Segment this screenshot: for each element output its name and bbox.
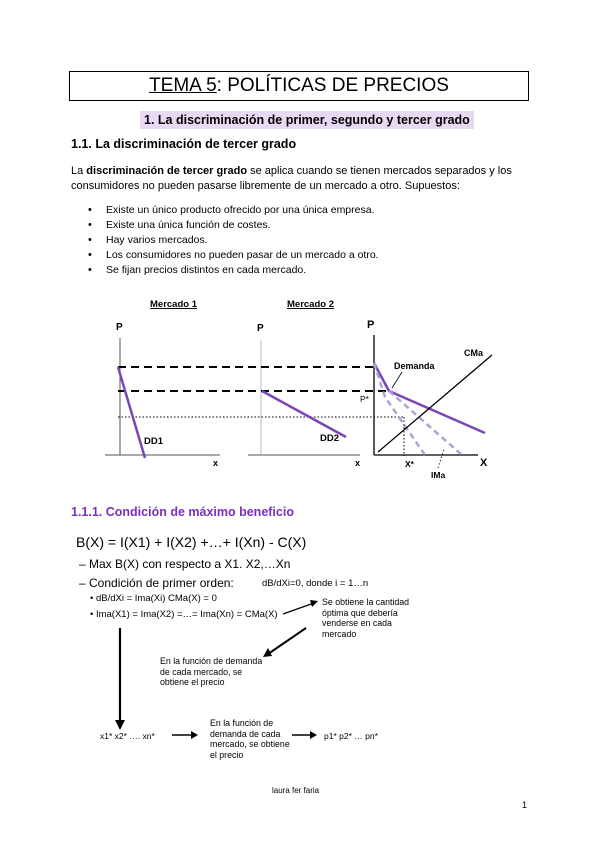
list-item: • Existe una única función de costes.: [88, 218, 379, 233]
prices-line: p1* p2* … pn*: [324, 731, 378, 741]
title-lead: TEMA 5: [149, 75, 217, 96]
title-rest: : POLÍTICAS DE PRECIOS: [216, 75, 449, 96]
first-order-note: dB/dXi=0, donde i = 1…n: [262, 578, 369, 589]
demanda-label: Demanda: [394, 361, 435, 371]
arrow-q-to-demand-head: [191, 731, 198, 739]
sub-condition-1: • dB/dXi = Ima(Xi) CMa(X) = 0: [90, 593, 217, 604]
dd2-label: DD2: [320, 433, 340, 444]
benefit-equation: B(X) = I(X1) + I(X2) +…+ I(Xn) - C(X): [76, 534, 307, 550]
arrow-to-optimal-head: [310, 600, 318, 607]
market1-title: Mercado 1: [150, 299, 197, 310]
list-item: • Los consumidores no pueden pasar de un mercado a otro.: [88, 248, 379, 263]
list-item: • Se fijan precios distintos en cada mercado.: [88, 263, 379, 278]
dd1-curve: [118, 367, 145, 458]
sub-condition-2: • Ima(X1) = Ima(X2) =…= Ima(Xn) = CMa(X): [90, 609, 278, 620]
axis-p-2: P: [257, 323, 264, 334]
axis-p-3: P: [367, 319, 375, 331]
subsection-heading: 1.1. La discriminación de tercer grado: [71, 137, 297, 151]
first-order-line: – Condición de primer orden:: [79, 576, 234, 590]
aggregate-demand-curve: [374, 363, 485, 433]
flow-down-arrow: [115, 720, 125, 730]
para-prefix: La: [71, 165, 87, 177]
dd2-curve: [262, 391, 346, 437]
note-optimal: Se obtiene la cantidad óptima que debería venderse en cada mercado: [322, 597, 410, 639]
x-label-2: x: [355, 458, 361, 468]
list-item: • Hay varios mercados.: [88, 233, 379, 248]
para-suffix: se aplica cuando se tienen mercados separados y los consumidores no pueden pasarse libremente de un mercado a otro. Supuestos:: [71, 165, 512, 192]
x-label-1: x: [213, 458, 219, 468]
max-line: – Max B(X) con respecto a X1. X2,…Xn: [79, 557, 291, 571]
market2-title: Mercado 2: [287, 299, 334, 310]
xstar-label: X*: [405, 459, 414, 469]
x-label-3: X: [480, 457, 488, 469]
demanda-arrow: [392, 372, 402, 388]
arrow-to-price: [268, 628, 306, 654]
footer-author: laura fer faria: [272, 786, 320, 795]
pstar-label: P*: [360, 394, 369, 404]
dd1-label: DD1: [144, 436, 164, 447]
quantities-line: x1* x2* …. xn*: [100, 731, 155, 741]
note-price: En la función de demanda de cada mercado, se obtiene el precio: [160, 656, 263, 687]
arrow-to-optimal: [283, 603, 314, 614]
axis-p-1: P: [116, 322, 123, 333]
ima-label: IMa: [431, 470, 446, 480]
list-item: • Existe un único producto ofrecido por una única empresa.: [88, 203, 379, 218]
ima-curve-2: [389, 391, 462, 455]
arrow-demand-to-p-head: [310, 731, 317, 739]
condition-heading: 1.1.1. Condición de máximo beneficio: [71, 505, 294, 519]
cma-label: CMa: [464, 348, 484, 358]
page-number: 1: [522, 800, 528, 810]
section-heading: 1. La discriminación de primer, segundo y tercer grado: [140, 111, 474, 129]
para-bold: discriminación de tercer grado: [86, 165, 248, 177]
ima-arrow: [438, 449, 444, 468]
note-demand: En la función de demanda de cada mercado, se obtiene el precio: [210, 718, 290, 760]
